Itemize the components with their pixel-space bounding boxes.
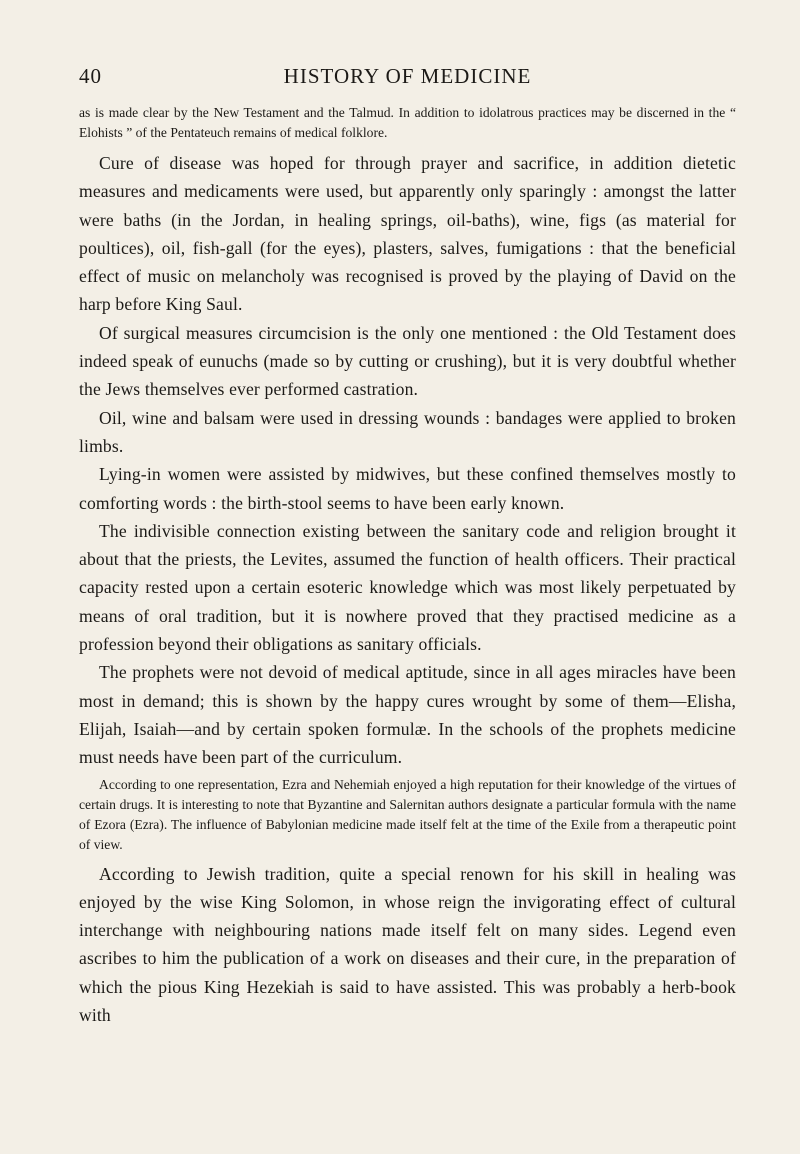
paragraph-wounds: Oil, wine and balsam were used in dressing wounds : bandages were applied to broken limbs. [79, 407, 736, 456]
page-header [79, 64, 736, 90]
paragraph-continuation: as is made clear by the New Testament and the Talmud. In addition to idolatrous practices may be discerned in the “ Elohists ” of the Pentateuch remains of medical folklore. [79, 105, 736, 140]
paragraph-ezra-note: According to one representation, Ezra and Nehemiah enjoyed a high reputation for their knowledge of the virtues of certain drugs. It is interesting to note that Byzantine and Salernitan authors designate a particular formula with the name of Ezora (Ezra). The influence of Babylonian medicine made itself felt at the time of the Exile from a therapeutic point of view. [79, 776, 736, 852]
paragraph-prophets: The prophets were not devoid of medical aptitude, since in all ages miracles have been most in demand; this is shown by the happy cures wrought by some of them—Elisha, Elijah, Isaiah—and by certain spoken formulæ. In the schools of the prophets medicine must needs have been part of the curriculum. [79, 662, 736, 768]
paragraph-solomon: According to Jewish tradition, quite a special renown for his skill in healing was enjoyed by the wise King Solomon, in whose reign the invigorating effect of cultural interchange with neighbouring nations made itself felt on many sides. Legend even ascribes to him the publication of a work on diseases and their cure, in the preparation of which the pious King Hezekiah is said to have assisted. This was probably a herb-book with [79, 863, 736, 1026]
paragraph-lying-in: Lying-in women were assisted by midwives, but these confined themselves mostly to comforting words : the birth-stool seems to have been early known. [79, 464, 736, 513]
book-page [79, 64, 736, 1029]
paragraph-cure-of-disease: Cure of disease was hoped for through prayer and sacrifice, in addition dietetic measures and medicaments were used, but apparently only sparingly : amongst the latter were baths (in the Jordan, in healing springs, oil-baths), wine, figs (as material for poultices), oil, fish-gall (for the eyes), plasters, salves, fumigations : that the beneficial effect of music on melancholy was recognised is proved by the playing of David on the harp before King Saul. [79, 153, 736, 315]
paragraph-priests: The indivisible connection existing between the sanitary code and religion brought it about that the priests, the Levites, assumed the function of health officers. Their practical capacity rested upon a certain esoteric knowledge which was most likely perpetuated by means of oral tradition, but it is nowhere proved that they practised medicine as a profession beyond their obligations as sanitary officials. [79, 520, 736, 655]
page-number: 40 [79, 64, 102, 88]
running-title: HISTORY OF MEDICINE [283, 64, 532, 88]
paragraph-surgical-measures: Of surgical measures circumcision is the only one mentioned : the Old Testament does indeed speak of eunuchs (made so by cutting or crushing), but it is very doubtful whether the Jews themselves ever performed castration. [79, 322, 736, 400]
